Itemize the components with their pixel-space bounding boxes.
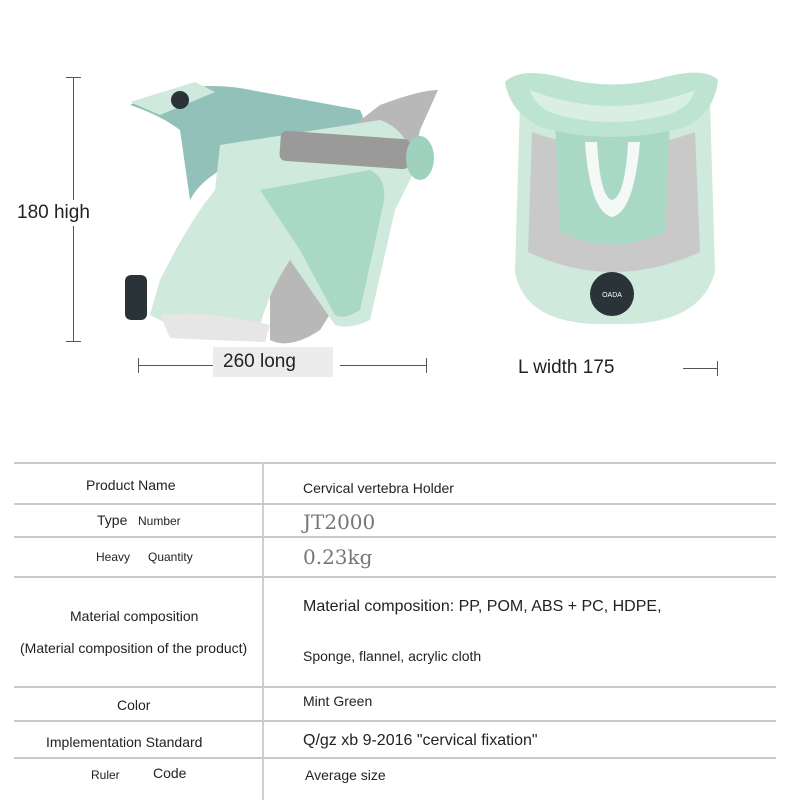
row-divider — [14, 720, 776, 722]
product-name-value: Cervical vertebra Holder — [303, 480, 454, 496]
height-dimension-tick-top — [66, 77, 81, 78]
front-inner-window — [555, 122, 670, 245]
table-border-top — [14, 462, 776, 464]
type-number-value: JT2000 — [303, 510, 376, 534]
row-divider — [14, 757, 776, 759]
material-sublabel: (Material composition of the product) — [20, 640, 248, 656]
width-dimension-tick-right — [717, 361, 718, 376]
code-label: Code — [153, 765, 187, 781]
side-adjust-knob — [125, 275, 147, 320]
color-label: Color — [117, 697, 151, 713]
type-label: Type — [97, 512, 128, 528]
width-dimension-line-right — [683, 368, 718, 369]
row-divider — [14, 686, 776, 688]
quantity-label: Quantity — [148, 550, 193, 564]
length-dimension-line-right — [340, 365, 427, 366]
material-value-line-2: Sponge, flannel, acrylic cloth — [303, 648, 482, 664]
row-divider — [14, 503, 776, 505]
collar-front-view-image — [500, 62, 725, 332]
length-dimension-tick-left — [138, 358, 139, 373]
standard-label: Implementation Standard — [46, 734, 203, 750]
heavy-label: Heavy — [96, 550, 131, 564]
length-dimension-tick-right — [426, 358, 427, 373]
number-label: Number — [138, 514, 181, 528]
width-label: L width 175 — [518, 357, 615, 378]
standard-value: Q/gz xb 9-2016 "cervical fixation" — [303, 732, 538, 749]
length-label: 260 long — [213, 347, 333, 377]
length-dimension-line-left — [138, 365, 213, 366]
collar-side-view-image — [120, 70, 450, 350]
product-name-label: Product Name — [86, 477, 176, 493]
heavy-quantity-value: 0.23kg — [303, 545, 373, 569]
height-label: 180 high — [17, 200, 90, 226]
ruler-code-value: Average size — [305, 767, 386, 783]
table-column-divider — [262, 462, 264, 800]
front-knob-text: OADA — [602, 292, 622, 299]
material-label: Material composition — [70, 608, 199, 624]
row-divider — [14, 536, 776, 538]
top-adjust-knob — [171, 91, 189, 109]
height-dimension-tick-bottom — [66, 341, 81, 342]
material-value-line-1: Material composition: PP, POM, ABS + PC, HDPE, — [303, 598, 662, 615]
row-divider — [14, 576, 776, 578]
ruler-label: Ruler — [91, 768, 120, 782]
side-dial — [406, 136, 434, 180]
color-value: Mint Green — [303, 693, 373, 709]
